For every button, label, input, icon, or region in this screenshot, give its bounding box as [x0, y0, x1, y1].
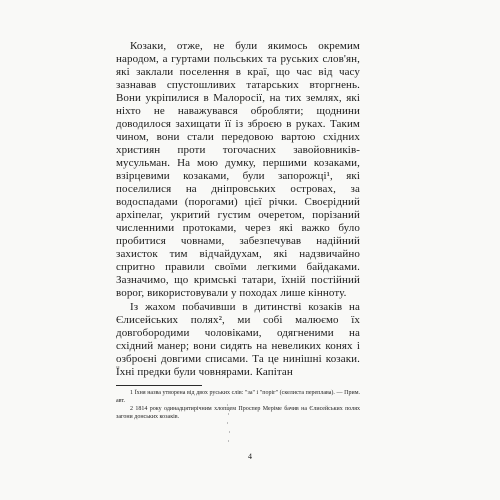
text-column — [116, 40, 360, 421]
page-number: 4 — [248, 452, 252, 461]
paragraph-2: Із жахом побачивши в дитинстві козаків на Єлисейських полях², ми собі малюємо їх довгобородими чоловіками, одягненими на східний манер; вони сидять на невеликих конях і озброєні довгими списами. Та це нинішні козаки. Їхні предки були човнярами. Капітан — [116, 301, 360, 378]
footnote-divider — [116, 385, 202, 386]
paragraph-1: Козаки, отже, не були якимось окремим народом, а гуртами польських та руських слов'ян, які заклали поселення в краї, що час від часу зазнавав спустошливих татарських вторгнень. Вони укріпилися в Малоросії, на тих землях, які ніхто не наважувався обробляти; щоднини доводилося захищати її із зброєю в руках. Таким чином, вони стали передовою вартою східних християн проти тогочасних завойовників-мусульман. На мою думку, першими козаками, взірцевими козаками, були запорожці¹, які поселилися на дніпровських островах, за водоспадами (порогами) цієї річки. Своєрідний архіпелаг, укритий густим очеретом, порізаний численними протоками, через які важко було пробитися човнами, забезпечував надійний захисток тим відчайдухам, які надзвичайно спритно правили своїми легкими байдаками. Зазначимо, що кримські татари, їхній постійний ворог, використовували у походах лише кінноту. — [116, 40, 360, 299]
footnote-1: 1 Їхня назва утворена від двох руських слів: "за" і "поріг" (скелиста переплава). — Прим. авт. — [116, 390, 360, 404]
footnote-2: 2 1814 року одинадцятирічним хлопцем Проспер Меріме бачив на Єлисейських полях загони донських козаків. — [116, 406, 360, 420]
scan-speckles — [226, 404, 232, 444]
